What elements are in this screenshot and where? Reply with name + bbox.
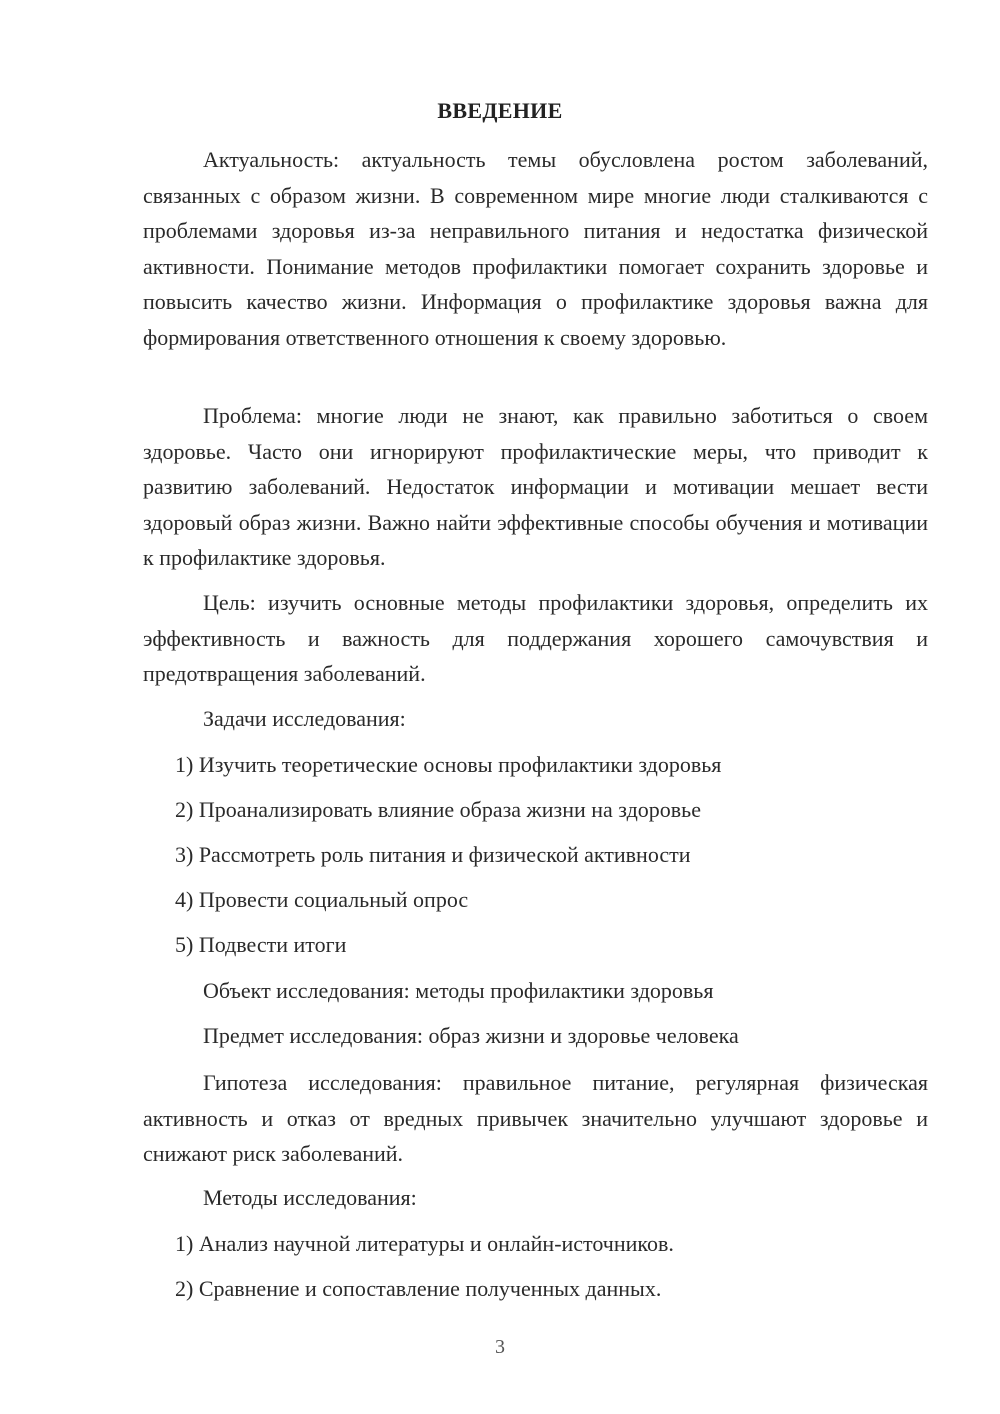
task-item: 3) Рассмотреть роль питания и физической активности	[175, 842, 691, 867]
research-subject: Предмет исследования: образ жизни и здоровье человека	[203, 1023, 739, 1048]
goal-paragraph: Цель: изучить основные методы профилактики здоровья, определить их эффективность и важность для поддержания хорошего самочувствия и предотвращения заболеваний.	[143, 590, 928, 686]
task-item: 2) Проанализировать влияние образа жизни на здоровье	[175, 797, 701, 822]
relevance-paragraph: Актуальность: актуальность темы обусловлена ростом заболеваний, связанных с образом жизни. В современном мире многие люди сталкиваются с проблемами здоровья из-за неправильного питания и недостатка физической активности. Понимание методов профилактики помогает сохранить здоровье и повысить качество жизни. Информация о профилактике здоровья важна для формирования ответственного отношения к своему здоровью.	[143, 147, 928, 350]
hypothesis-paragraph: Гипотеза исследования: правильное питание, регулярная физическая активность и отказ от вредных привычек значительно улучшают здоровье и снижают риск заболеваний.	[143, 1070, 928, 1166]
task-item: 5) Подвести итоги	[175, 932, 347, 957]
task-item: 1) Изучить теоретические основы профилактики здоровья	[175, 752, 722, 777]
method-item: 1) Анализ научной литературы и онлайн-источников.	[175, 1231, 674, 1256]
problem-paragraph: Проблема: многие люди не знают, как правильно заботиться о своем здоровье. Часто они игнорируют профилактические меры, что приводит к развитию заболеваний. Недостаток информации и мотивации мешает вести здоровый образ жизни. Важно найти эффективные способы обучения и мотивации к профилактике здоровья.	[143, 403, 928, 570]
methods-heading: Методы исследования:	[203, 1185, 417, 1210]
tasks-heading: Задачи исследования:	[203, 706, 406, 731]
page-title: ВВЕДЕНИЕ	[437, 98, 563, 123]
method-item: 2) Сравнение и сопоставление полученных данных.	[175, 1276, 662, 1301]
page-number: 3	[495, 1336, 505, 1358]
research-object: Объект исследования: методы профилактики здоровья	[203, 978, 714, 1003]
task-item: 4) Провести социальный опрос	[175, 887, 469, 912]
